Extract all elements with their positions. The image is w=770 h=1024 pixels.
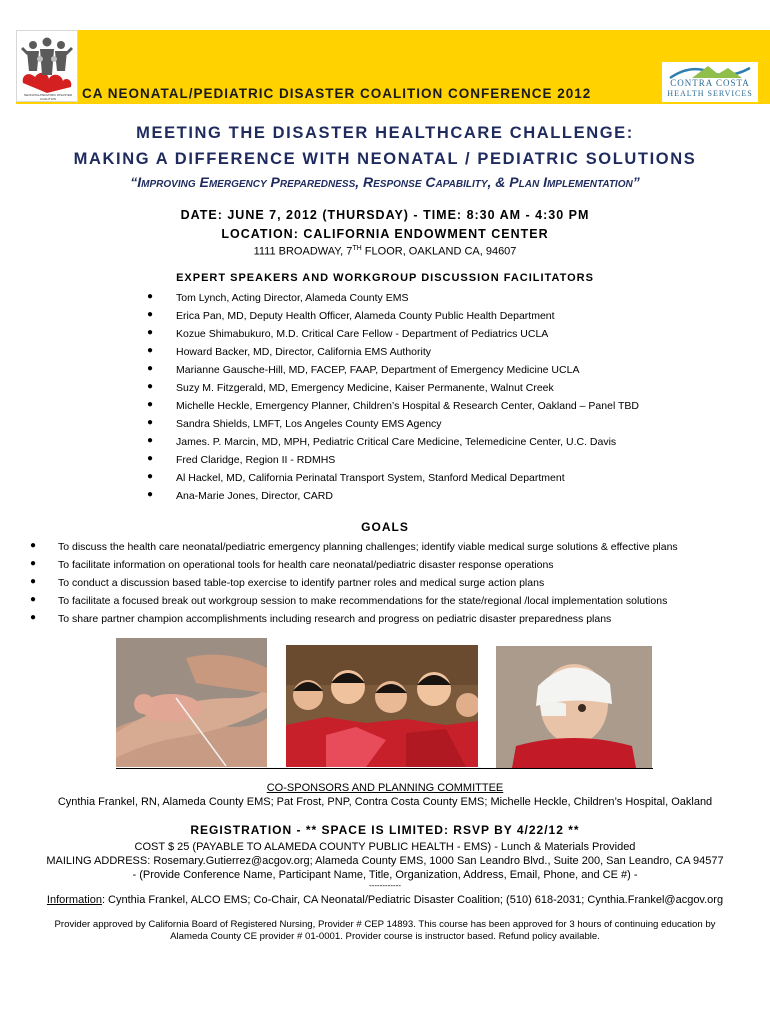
goal-item: To facilitate information on operational tools for health care neonatal/pediatric disaster response operations bbox=[58, 559, 554, 571]
goal-item: To conduct a discussion based table-top exercise to identify partner roles and medical surge action plans bbox=[58, 577, 545, 589]
goals-heading: GOALS bbox=[361, 520, 409, 534]
bullet-icon: ● bbox=[147, 471, 154, 482]
bullet-icon: ● bbox=[147, 309, 154, 320]
cosponsors-text: Cynthia Frankel, RN, Alameda County EMS; Pat Frost, PNP, Contra Costa County EMS; Michelle Heckle, Children’s Hospital, Oakland bbox=[57, 796, 713, 808]
bullet-icon: ● bbox=[147, 363, 154, 374]
registration-heading: REGISTRATION - ** SPACE IS LIMITED: RSVP BY 4/22/12 ** bbox=[190, 823, 580, 837]
speaker-item: Ana-Marie Jones, Director, CARD bbox=[176, 490, 333, 502]
speaker-item: Howard Backer, MD, Director, California EMS Authority bbox=[176, 346, 432, 358]
speaker-item: Sandra Shields, LMFT, Los Angeles County EMS Agency bbox=[176, 418, 442, 430]
registration-mailing: MAILING ADDRESS: Rosemary.Gutierrez@acgov.org; Alameda County EMS, 1000 San Leandro Blvd., Suite 200, San Leandro, CA 94577 bbox=[46, 855, 724, 867]
speaker-item: Kozue Shimabukuro, M.D. Critical Care Fellow - Department of Pediatrics UCLA bbox=[176, 328, 549, 340]
bullet-icon: ● bbox=[30, 594, 37, 605]
bullet-icon: ● bbox=[147, 345, 154, 356]
registration-provide: - (Provide Conference Name, Participant Name, Title, Organization, Address, Email, Phone, and CE #) - bbox=[132, 869, 638, 881]
contra-costa-logo bbox=[662, 62, 758, 102]
bullet-icon: ● bbox=[147, 327, 154, 338]
contra-costa-line1: CONTRA COSTA bbox=[670, 78, 750, 88]
speaker-item: Suzy M. Fitzgerald, MD, Emergency Medicine, Kaiser Permanente, Walnut Creek bbox=[176, 382, 554, 394]
speaker-item: Erica Pan, MD, Deputy Health Officer, Alameda County Public Health Department bbox=[176, 310, 555, 322]
banner-title: CA NEONATAL/PEDIATRIC DISASTER COALITION CONFERENCE 2012 bbox=[82, 86, 592, 101]
photo-premature-infant bbox=[116, 638, 267, 767]
photo-children-group bbox=[286, 645, 478, 767]
speaker-item: Tom Lynch, Acting Director, Alameda County EMS bbox=[176, 292, 409, 304]
goal-item: To discuss the health care neonatal/pediatric emergency planning challenges; identify viable medical surge solutions & effective plans bbox=[58, 541, 678, 553]
photo-bandaged-child bbox=[496, 646, 652, 768]
registration-divider: ------------ bbox=[369, 881, 401, 890]
registration-cost: COST $ 25 (PAYABLE TO ALAMEDA COUNTY PUBLIC HEALTH - EMS) - Lunch & Materials Provided bbox=[134, 841, 636, 853]
speaker-item: Michelle Heckle, Emergency Planner, Children’s Hospital & Research Center, Oakland – Panel TBD bbox=[176, 400, 640, 412]
address-part-2: FLOOR, OAKLAND CA, 94607 bbox=[361, 245, 517, 258]
speakers-heading: EXPERT SPEAKERS AND WORKGROUP DISCUSSION FACILITATORS bbox=[176, 272, 594, 284]
event-address bbox=[0, 245, 770, 258]
goal-item: To facilitate a focused break out workgroup session to make recommendations for the state/regional /local implementation solutions bbox=[58, 595, 668, 607]
bullet-icon: ● bbox=[147, 291, 154, 302]
information-label: Information bbox=[46, 894, 102, 906]
title-line-1: MEETING THE DISASTER HEALTHCARE CHALLENGE: bbox=[136, 124, 634, 142]
bullet-icon: ● bbox=[30, 540, 37, 551]
bullet-icon: ● bbox=[147, 435, 154, 446]
bullet-icon: ● bbox=[147, 381, 154, 392]
photo-divider bbox=[116, 768, 653, 769]
speaker-item: Al Hackel, MD, California Perinatal Transport System, Stanford Medical Department bbox=[176, 472, 565, 484]
bullet-icon: ● bbox=[147, 453, 154, 464]
speaker-item: Marianne Gausche-Hill, MD, FACEP, FAAP, Department of Emergency Medicine UCLA bbox=[176, 364, 580, 376]
speaker-item: James. P. Marcin, MD, MPH, Pediatric Critical Care Medicine, Telemedicine Center, U.C. Davis bbox=[176, 436, 617, 448]
bullet-icon: ● bbox=[147, 489, 154, 500]
bullet-icon: ● bbox=[30, 558, 37, 569]
coalition-logo-caption: NEONATAL/PEDIATRIC DISASTER COALITION bbox=[23, 93, 73, 101]
information-line bbox=[0, 894, 770, 906]
bullet-icon: ● bbox=[30, 576, 37, 587]
cosponsors-heading: CO-SPONSORS AND PLANNING COMMITTEE bbox=[266, 782, 504, 794]
title-line-2: MAKING A DIFFERENCE WITH NEONATAL / PEDIATRIC SOLUTIONS bbox=[73, 150, 697, 168]
information-text: : Cynthia Frankel, ALCO EMS; Co-Chair, CA Neonatal/Pediatric Disaster Coalition; (510) 618-2031; Cynthia.Frankel@acgov.org bbox=[101, 894, 724, 906]
address-part-1: 1111 BROADWAY, 7 bbox=[253, 245, 353, 258]
event-datetime: DATE: JUNE 7, 2012 (THURSDAY) - TIME: 8:30 AM - 4:30 PM bbox=[180, 208, 590, 222]
contra-costa-line2: HEALTH SERVICES bbox=[667, 89, 753, 98]
subtitle: “Improving Emergency Preparedness, Response Capability, & Plan Implementation” bbox=[130, 174, 640, 190]
bullet-icon: ● bbox=[147, 417, 154, 428]
address-superscript: TH bbox=[352, 245, 362, 252]
provider-line-1: Provider approved by California Board of Registered Nursing, Provider # CEP 14893. This course has been approved for 3 hours of continuing education by bbox=[54, 919, 716, 930]
goal-item: To share partner champion accomplishments including research and progress on pediatric disaster preparedness plans bbox=[58, 613, 612, 625]
coalition-logo bbox=[16, 30, 78, 102]
speaker-item: Fred Claridge, Region II - RDMHS bbox=[176, 454, 336, 466]
bullet-icon: ● bbox=[30, 612, 37, 623]
bullet-icon: ● bbox=[147, 399, 154, 410]
provider-line-2: Alameda County CE provider # 01-0001. Provider course is instructor based. Refund policy available. bbox=[170, 931, 600, 942]
event-location: LOCATION: CALIFORNIA ENDOWMENT CENTER bbox=[221, 227, 549, 241]
